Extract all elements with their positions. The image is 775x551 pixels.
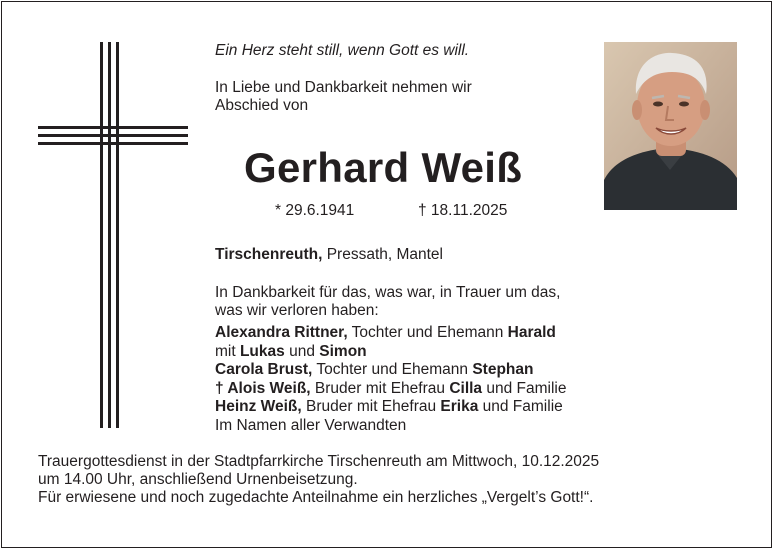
mourner-name: Heinz Weiß, [215, 398, 302, 415]
mourner-name: Harald [507, 324, 556, 341]
mourner-name: Simon [319, 343, 367, 360]
mourner-name: Alexandra Rittner, [215, 324, 348, 341]
mourner-relation: Bruder mit Ehefrau [310, 380, 450, 397]
mourner-line [215, 361, 534, 380]
mourner-line [215, 380, 566, 399]
mourner-relation: und Familie [482, 380, 567, 397]
mourner-name: Stephan [472, 361, 534, 378]
place-main: Tirschenreuth, [215, 246, 323, 263]
place-others: Pressath, Mantel [322, 246, 443, 263]
intro-line-2: Abschied von [215, 97, 309, 114]
deceased-name: Gerhard Weiß [244, 144, 523, 191]
mourner-name: Lukas [239, 343, 285, 360]
gratitude-line-2: was wir verloren haben: [215, 302, 379, 319]
gratitude-line-1: In Dankbarkeit für das, was war, in Trauer um das, [215, 284, 561, 301]
mourner-relation: Tochter und Ehemann [347, 324, 508, 341]
place-line [215, 246, 443, 265]
footer-line-1: Trauergottesdienst in der Stadtpfarrkirche Tirschenreuth am Mittwoch, 10.12.2025 [38, 453, 600, 470]
mourner-name: Carola Brust, [215, 361, 313, 378]
birth-date: * 29.6.1941 [275, 202, 355, 219]
mourner-relation: und [284, 343, 320, 360]
motto: Ein Herz steht still, wenn Gott es will. [215, 42, 470, 59]
death-date: † 18.11.2025 [418, 202, 508, 219]
mourner-name: Erika [440, 398, 479, 415]
mourner-name: † Alois Weiß, [215, 380, 311, 397]
mourner-relation: Tochter und Ehemann [312, 361, 473, 378]
footer-line-2: um 14.00 Uhr, anschließend Urnenbeisetzung. [38, 471, 358, 488]
mourner-name: Cilla [449, 380, 483, 397]
footer-line-3: Für erwiesene und noch zugedachte Anteilnahme ein herzliches „Vergelt’s Gott!“. [38, 489, 594, 506]
intro-line-1: In Liebe und Dankbarkeit nehmen wir [215, 79, 472, 96]
mourner-relation: mit [215, 343, 240, 360]
cross-icon [38, 42, 188, 428]
mourner-line [215, 343, 367, 362]
mourner-line [215, 398, 563, 417]
mourner-line [215, 324, 556, 343]
mourner-relation: und Familie [478, 398, 563, 415]
mourner-line-closing: Im Namen aller Verwandten [215, 417, 407, 434]
portrait-photo [604, 42, 737, 210]
mourner-relation: Bruder mit Ehefrau [301, 398, 441, 415]
